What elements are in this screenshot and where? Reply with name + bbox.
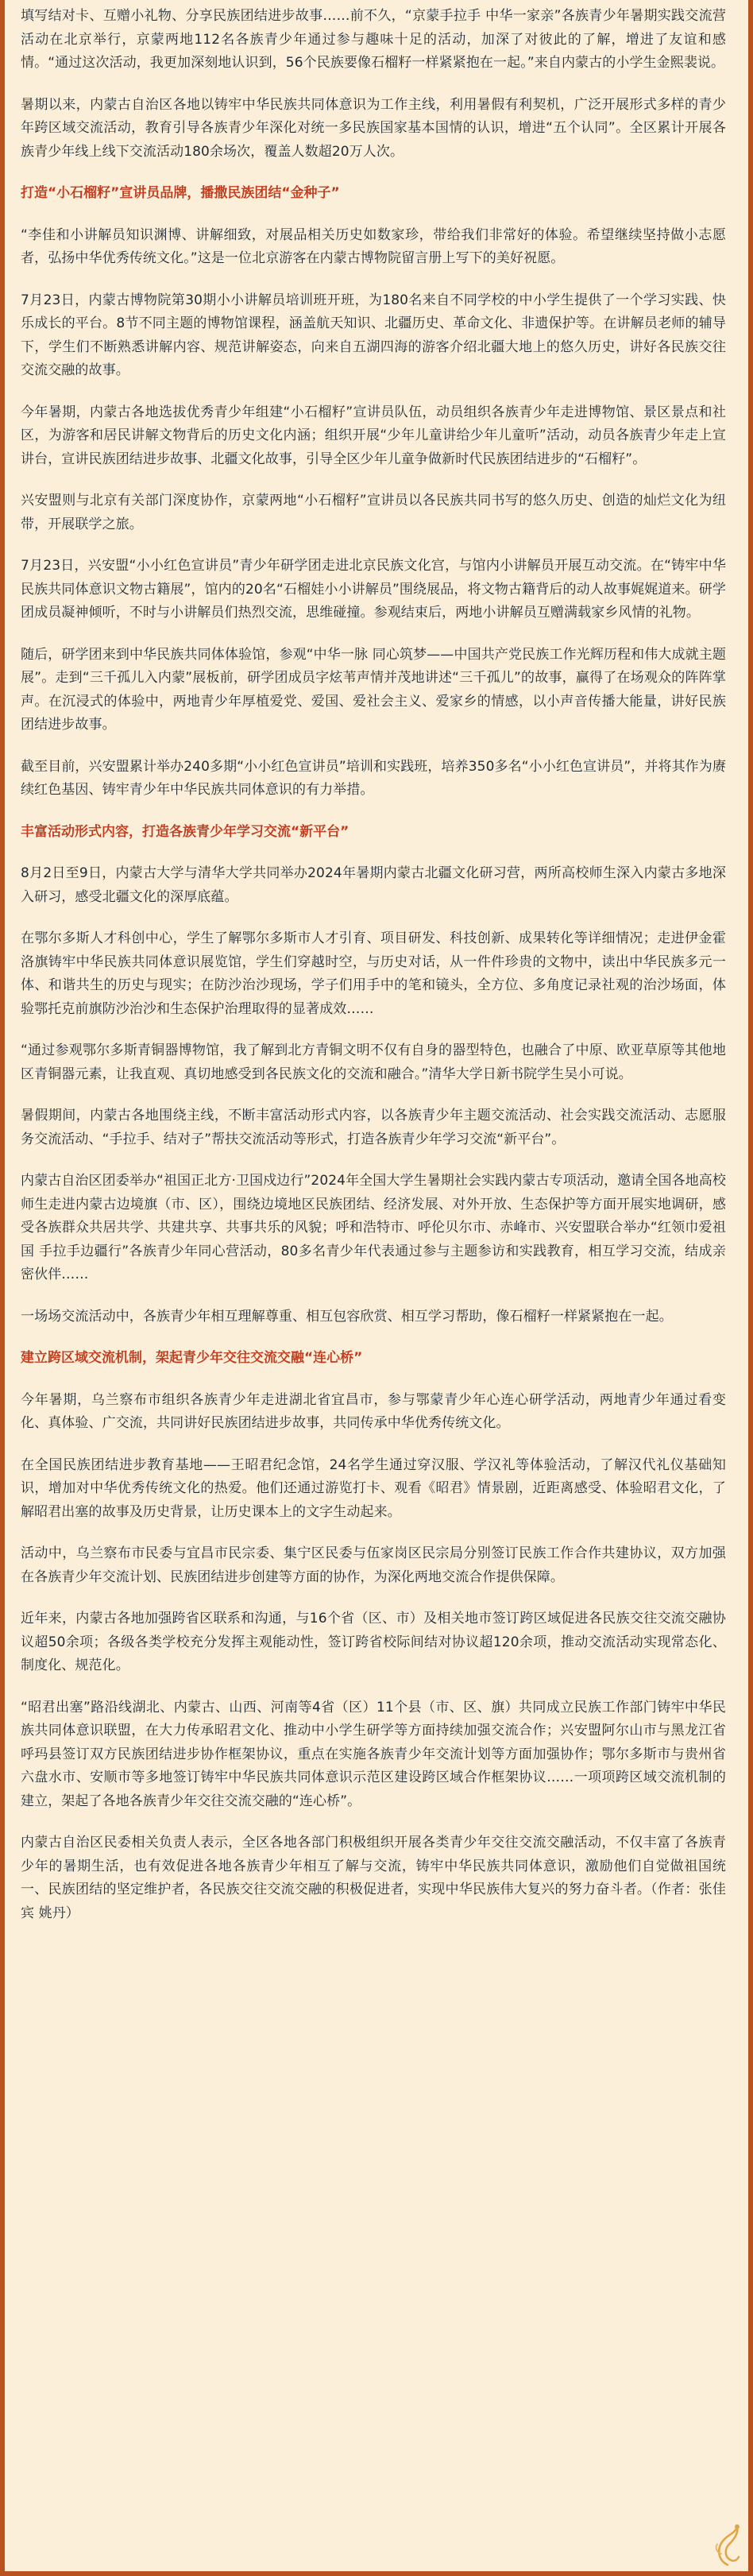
article-body bbox=[5, 0, 748, 1925]
paragraph: 8月2日至9日，内蒙古大学与清华大学共同举办2024年暑期内蒙古北疆文化研习营，两所高校师生深入内蒙古多地深入研习，感受北疆文化的深厚底蕴。 bbox=[21, 865, 726, 905]
paragraph: “通过参观鄂尔多斯青铜器博物馆，我了解到北方青铜文明不仅有自身的器型特色，也融合了中原、欧亚草原等其他地区青铜器元素，让我直观、真切地感受到各民族文化的交流和融合。”清华大学日新书院学生吴小可说。 bbox=[21, 1042, 726, 1082]
paragraph: “昭君出塞”路沿线湖北、内蒙古、山西、河南等4省（区）11个县（市、区、旗）共同成立民族工作部门铸牢中华民族共同体意识联盟，在大力传承昭君文化、推动中小学生研学等方面持续加强交流合作；兴安盟阿尔山市与黑龙江省呼玛县签订双方民族团结进步协作框架协议，重点在实施各族青少年交流计划等方面加强协作；鄂尔多斯市与贵州省六盘水市、安顺市等多地签订铸牢中华民族共同体意识示范区建设跨区域合作框架协议……一项项跨区域交流机制的建立，架起了各地各族青少年交往交流交融的“连心桥”。 bbox=[21, 1699, 726, 1809]
paragraph: 随后，研学团来到中华民族共同体体验馆，参观“中华一脉 同心筑梦——中国共产党民族工作光辉历程和伟大成就主题展”。走到“三千孤儿入内蒙”展板前，研学团成员字炫苇声情并茂地讲述“三千孤儿”的故事，赢得了在场观众的阵阵掌声。在沉浸式的体验中，两地青少年厚植爱党、爱国、爱社会主义、爱家乡的情感，以小声音传播大能量，讲好民族团结进步故事。 bbox=[21, 646, 726, 733]
paragraph: 在全国民族团结进步教育基地——王昭君纪念馆，24名学生通过穿汉服、学汉礼等体验活动，了解汉代礼仪基础知识，增加对中华优秀传统文化的热爱。他们还通过游览打卡、观看《昭君》情景剧，近距离感受、体验昭君文化，了解昭君出塞的故事及历史背景，让历史课本上的文字生动起来。 bbox=[21, 1456, 726, 1520]
section-heading: 丰富活动形式内容，打造各族青少年学习交流“新平台” bbox=[21, 823, 349, 840]
paragraph: 活动中，乌兰察布市民委与宜昌市民宗委、集宁区民委与伍家岗区民宗局分别签订民族工作合作共建协议，双方加强在各族青少年交流计划、民族团结进步创建等方面的协作，为深化两地交流合作提供保障。 bbox=[21, 1545, 726, 1585]
paragraph: 暑期以来，内蒙古自治区各地以铸牢中华民族共同体意识为工作主线，利用暑假有利契机，广泛开展形式多样的青少年跨区域交流活动，教育引导各族青少年深化对统一多民族国家基本国情的认识，增进“五个认同”。全区累计开展各族青少年线上线下交流活动180余场次，覆盖人数超20万人次。 bbox=[21, 96, 726, 160]
paragraph: “李佳和小讲解员知识渊博、讲解细致，对展品相关历史如数家珍，带给我们非常好的体验。希望继续坚持做小志愿者，弘扬中华优秀传统文化。”这是一位北京游客在内蒙古博物院留言册上写下的美好祝愿。 bbox=[21, 226, 726, 266]
paragraph: 一场场交流活动中，各族青少年相互理解尊重、相互包容欣赏、相互学习帮助，像石榴籽一样紧紧抱在一起。 bbox=[21, 1308, 673, 1325]
section-heading: 打造“小石榴籽”宣讲员品牌，播撒民族团结“金种子” bbox=[21, 185, 340, 201]
ornament-swirl-icon bbox=[710, 2522, 745, 2568]
paragraph: 在鄂尔多斯人才科创中心，学生了解鄂尔多斯市人才引育、项目研发、科技创新、成果转化等详细情况；走进伊金霍洛旗铸牢中华民族共同体意识展览馆，学生们穿越时空，与历史对话，从一件件珍贵的文物中，读出中华民族多元一体、和谐共生的历史与现实；在防沙治沙现场，学子们用手中的笔和镜头，全方位、多角度记录社观的治沙场面，体验鄂托克前旗防沙治沙和生态保护治理取得的显著成效…… bbox=[21, 930, 726, 1017]
paragraph: 暑假期间，内蒙古各地围绕主线，不断丰富活动形式内容，以各族青少年主题交流活动、社会实践交流活动、志愿服务交流活动、“手拉手、结对子”帮扶交流活动等形式，打造各族青少年学习交流“新平台”。 bbox=[21, 1108, 726, 1147]
paragraph: 填写结对卡、互赠小礼物、分享民族团结进步故事……前不久，“京蒙手拉手 中华一家亲”各族青少年暑期实践交流营活动在北京举行，京蒙两地112名各族青少年通过参与趣味十足的活动，加深了对彼此的了解，增进了友谊和感情。“通过这次活动，我更加深刻地认识到，56个民族要像石榴籽一样紧紧抱在一起。”来自内蒙古的小学生金熙裴说。 bbox=[21, 8, 726, 71]
paragraph: 兴安盟则与北京有关部门深度协作，京蒙两地“小石榴籽”宣讲员以各民族共同书写的悠久历史、创造的灿烂文化为纽带，开展联学之旅。 bbox=[21, 493, 726, 532]
paragraph: 今年暑期，乌兰察布市组织各族青少年走进湖北省宜昌市，参与鄂蒙青少年心连心研学活动，两地青少年通过看变化、真体验、广交流，共同讲好民族团结进步故事，共同传承中华优秀传统文化。 bbox=[21, 1391, 726, 1431]
paragraph: 截至目前，兴安盟累计举办240多期“小小红色宣讲员”培训和实践班，培养350多名“小小红色宣讲员”，并将其作为赓续红色基因、铸牢青少年中华民族共同体意识的有力举措。 bbox=[21, 758, 726, 798]
section-heading: 建立跨区域交流机制，架起青少年交往交流交融“连心桥” bbox=[21, 1350, 363, 1366]
paragraph: 7月23日，兴安盟“小小红色宣讲员”青少年研学团走进北京民族文化宫，与馆内小讲解员开展互动交流。在“铸牢中华民族共同体意识文物古籍展”，馆内的20名“石榴娃小小讲解员”围绕展品，将文物古籍背后的动人故事娓娓道来。研学团成员凝神倾听，不时与小讲解员们热烈交流，思维碰撞。参观结束后，两地小讲解员互赠满载家乡风情的礼物。 bbox=[21, 558, 726, 621]
paragraph: 内蒙古自治区民委相关负责人表示，全区各地各部门积极组织开展各类青少年交往交流交融活动，不仅丰富了各族青少年的暑期生活，也有效促进各地各族青少年相互了解与交流，铸牢中华民族共同体意识，激励他们自觉做祖国统一、民族团结的坚定维护者，各民族交往交流交融的积极促进者，实现中华民族伟大复兴的努力奋斗者。（作者：张佳宾 姚丹） bbox=[21, 1835, 726, 1921]
paragraph: 7月23日，内蒙古博物院第30期小小讲解员培训班开班，为180名来自不同学校的中小学生提供了一个学习实践、快乐成长的平台。8节不同主题的博物馆课程，涵盖航天知识、北疆历史、革命文化、非遗保护等。在讲解员老师的辅导下，学生们不断熟悉讲解内容、规范讲解姿态，向来自五湖四海的游客介绍北疆大地上的悠久历史，讲好各民族交往交流交融的故事。 bbox=[21, 292, 726, 378]
paragraph: 近年来，内蒙古各地加强跨省区联系和沟通，与16个省（区、市）及相关地市签订跨区域促进各民族交往交流交融协议超50余项；各级各类学校充分发挥主观能动性，签订跨省校际间结对协议超120余项，推动交流活动实现常态化、制度化、规范化。 bbox=[21, 1611, 726, 1673]
paragraph: 内蒙古自治区团委举办“祖国正北方·卫国戍边行”2024年全国大学生暑期社会实践内蒙古专项活动，邀请全国各地高校师生走进内蒙古边境旗（市、区），围绕边境地区民族团结、经济发展、对外开放、生态保护等方面开展实地调研，感受各族群众共居共学、共建共享、共事共乐的风貌；呼和浩特市、呼伦贝尔市、赤峰市、兴安盟联合举办“红领巾爱祖国 手拉手边疆行”各族青少年同心营活动，80多名青少年代表通过参与主题参访和实践教育，相互学习交流，结成亲密伙伴…… bbox=[21, 1173, 726, 1282]
paragraph: 今年暑期，内蒙古各地选拔优秀青少年组建“小石榴籽”宣讲员队伍，动员组织各族青少年走进博物馆、景区景点和社区，为游客和居民讲解文物背后的历史文化内涵；组织开展“少年儿童讲给少年儿童听”活动，动员各族青少年走上宣讲台，宣讲民族团结进步故事、北疆文化故事，引导全区少年儿童争做新时代民族团结进步的“石榴籽”。 bbox=[21, 404, 726, 467]
